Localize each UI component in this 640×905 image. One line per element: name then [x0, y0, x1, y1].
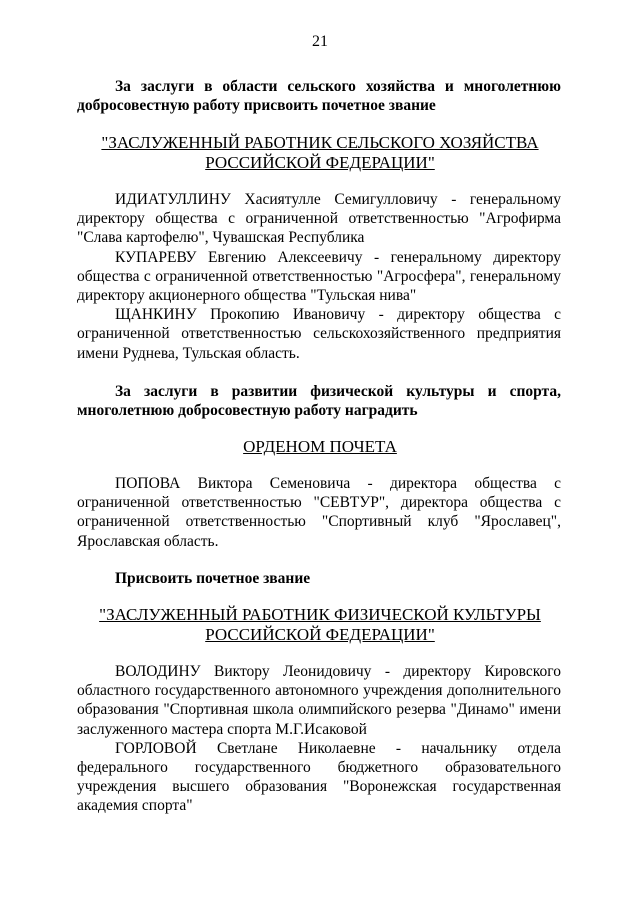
section1-entry: КУПАРЕВУ Евгению Алексеевичу - генеральному директору общества с ограниченной ответственностью "Агросфера", генеральному директору акционерного общества "Тульская нива": [77, 248, 561, 305]
section1-title: [0, 133, 640, 173]
section2-entry: ПОПОВА Виктора Семеновича - директора общества с ограниченной ответственностью "СЕВТУР", директора общества с ограниченной ответственностью "Спортивный клуб "Ярославец", Ярославская область.: [77, 475, 561, 550]
section2-heading: За заслуги в развитии физической культуры и спорта, многолетнюю добросовестную работу наградить: [77, 383, 561, 420]
section1-entry: ЩАНКИНУ Прокопию Ивановичу - директору общества с ограниченной ответственностью сельскохозяйственного предприятия имени Руднева, Тульская область.: [77, 306, 561, 362]
page-number: 21: [312, 33, 328, 50]
section3-entry: ВОЛОДИНУ Виктору Леонидовичу - директору Кировского областного государственного автономного учреждения дополнительного образования "Спортивная школа олимпийского резерва "Динамо" имени заслуженного мастера спорта М.Г.Исаковой: [77, 663, 561, 738]
section1-entry: ИДИАТУЛЛИНУ Хасиятулле Семигулловичу - генеральному директору общества с ограниченной ответственностью "Агрофирма "Слава картофелю", Чувашская Республика: [77, 191, 561, 247]
section3-title-line1: "ЗАСЛУЖЕННЫЙ РАБОТНИК ФИЗИЧЕСКОЙ КУЛЬТУРЫ: [99, 605, 541, 624]
section3-heading: Присвоить почетное звание: [115, 570, 311, 587]
section1-entries: [77, 190, 561, 363]
section3-entries: [77, 662, 561, 816]
section3-entry: ГОРЛОВОЙ Светлане Николаевне - начальнику отдела федерального государственного бюджетного образовательного учреждения высшего образования "Воронежская государственная академия спорта": [77, 739, 561, 815]
section1-heading: За заслуги в области сельского хозяйства и многолетнюю добросовестную работу присвоить почетное звание: [77, 78, 561, 115]
section2-title: ОРДЕНОМ ПОЧЕТА: [243, 437, 397, 456]
section3-title-line2: РОССИЙСКОЙ ФЕДЕРАЦИИ": [205, 625, 435, 644]
section2-entries: [77, 474, 561, 551]
section1-title-line1: "ЗАСЛУЖЕННЫЙ РАБОТНИК СЕЛЬСКОГО ХОЗЯЙСТВА: [101, 133, 539, 152]
section1-title-line2: РОССИЙСКОЙ ФЕДЕРАЦИИ": [205, 153, 435, 172]
section3-title: [0, 605, 640, 645]
